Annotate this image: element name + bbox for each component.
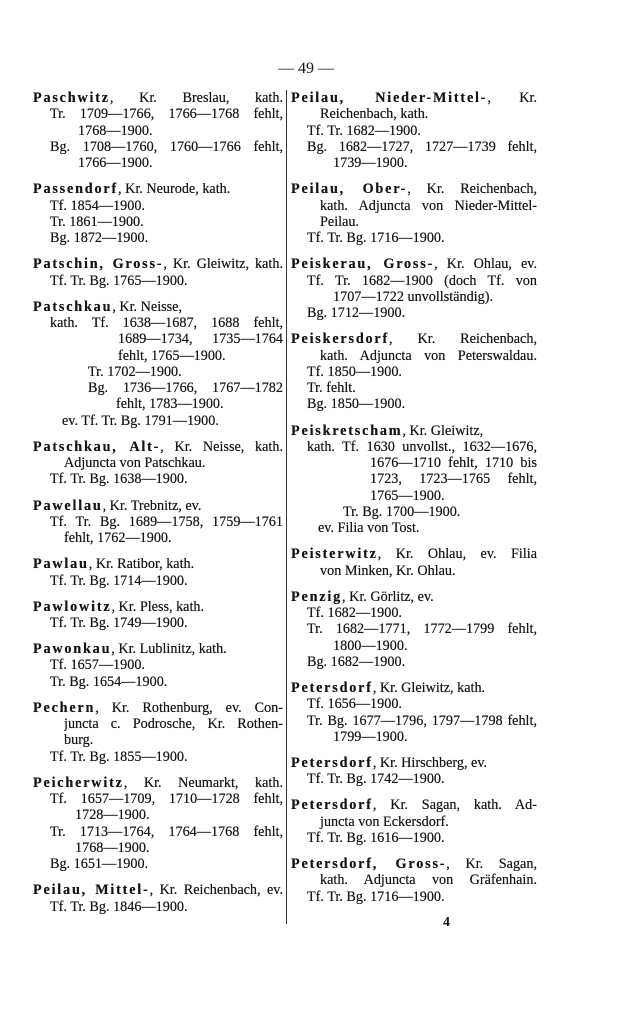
entry-line: Tf. Tr. Bg. 1616—1900. [307,830,445,847]
entry-heading [291,797,537,813]
register-entry [291,90,537,171]
entry-line: Tf. Tr. Bg. 1742—1900. [307,771,445,788]
place-details: , Kr. Reichenbach, [407,181,537,198]
entry-heading [33,700,283,716]
entry-line: Peilau. [320,213,360,230]
place-name: Peilau, Mittel- [33,882,150,899]
register-entry [33,556,283,589]
entry-line: Tr. 1861—1900. [50,213,144,230]
entry-line: Tf. Tr. Bg. 1846—1900. [50,898,188,915]
place-name: Patschkau [33,298,113,315]
entry-line: Tf. 1657—1709, 1710—1728 fehlt, [50,790,283,807]
entry-line: kath. Adjuncta von Gräfenhain. [320,872,537,889]
entry-line: Tr. fehlt. [307,380,356,397]
entry-heading [33,641,283,657]
place-name: Pawellau [33,497,103,514]
place-name: Petersdorf, Gross- [291,856,447,873]
entry-heading [33,599,283,615]
place-name: Patschin, Gross- [33,256,164,273]
register-entry [291,856,537,905]
left-column [33,90,283,925]
entry-line: fehlt, 1783—1900. [116,396,224,413]
register-entry [33,256,283,289]
place-details: , Kr. Breslau, kath. [109,90,283,106]
entry-line: Tf. Tr. Bg. 1765—1900. [50,272,188,289]
place-details: , Kr. Ohlau, ev. [434,256,537,273]
entry-heading [33,556,283,572]
entry-line: Tf. 1656—1900. [307,696,402,713]
entry-line: Tf. Tr. Bg. 1638—1900. [50,471,188,488]
place-details: , Kr. Gleiwitz, kath. [163,256,283,273]
entry-line: 1768—1900. [75,839,150,856]
entry-line: Tr. Bg. 1677—1796, 1797—1798 fehlt, [307,712,537,729]
entry-heading [33,498,283,514]
entry-line: kath. Adjuncta von Peterswaldau. [320,347,537,364]
register-entry [33,299,283,429]
entry-line: kath. Tf. 1638—1687, 1688 fehlt, [50,314,283,331]
register-entry [33,90,283,171]
register-entry [291,331,537,412]
entry-line: Tf. Tr. Bg. 1716—1900. [307,230,445,247]
entry-line: Bg. 1712—1900. [307,305,406,322]
place-name: Penzig [291,588,342,605]
register-entry [291,680,537,745]
entry-line: Tf. Tr. Bg. 1855—1900. [50,748,188,765]
entry-line: Tr. Bg. 1654—1900. [50,673,168,690]
entry-line: fehlt, 1765—1900. [118,347,226,364]
entry-line: Tf. Tr. Bg. 1689—1758, 1759—1761 [50,513,283,530]
entry-line: 1723, 1723—1765 fehlt, [370,471,537,488]
entry-line: Bg. 1872—1900. [50,230,149,247]
place-details: , Kr. Reichenbach, ev. [149,882,283,899]
page-number: — 49 — [278,60,334,77]
right-column [291,90,537,915]
entry-line: Tr. 1682—1771, 1772—1799 fehlt, [307,621,537,638]
register-entry [291,256,537,321]
place-name: Peisterwitz [291,546,378,563]
entry-line: juncta von Eckersdorf. [320,813,449,830]
place-name: Pawonkau [33,640,112,657]
entry-line: Tf. Tr. Bg. 1749—1900. [50,614,188,631]
entry-line: 1728—1900. [75,807,150,824]
place-details: , Kr. Gleiwitz, [402,422,484,439]
entry-line: ev. Filia von Tost. [318,520,420,537]
register-entry [291,589,537,670]
place-name: Passendorf [33,181,118,198]
entry-line: Tf. 1682—1900. [307,605,402,622]
entry-heading [291,331,537,347]
entry-line: kath. Adjuncta von Nieder-Mittel- [320,197,537,214]
register-entry [291,755,537,788]
place-details: , Kr. [487,90,537,106]
register-entry [33,439,283,488]
place-name: Peiskretscham [291,422,403,439]
entry-line: 1676—1710 fehlt, 1710 bis [370,455,537,472]
place-details: , Kr. Rothenburg, ev. Con- [95,699,283,716]
entry-line: burg. [64,732,94,749]
entry-line: Tr. 1713—1764, 1764—1768 fehlt, [50,823,283,840]
place-name: Patschkau, Alt- [33,438,161,455]
place-name: Petersdorf [291,797,373,814]
entry-heading [291,90,537,106]
place-details: , Kr. Ratibor, kath. [88,556,195,573]
entry-heading [291,755,537,771]
entry-line: Tr. Bg. 1700—1900. [343,504,461,521]
entry-line: 1768—1900. [78,122,153,139]
entry-line: Tf. 1850—1900. [307,363,402,380]
register-entry [33,775,283,873]
place-details: , Kr. Ohlau, ev. Filia [377,546,537,563]
entry-line: 1765—1900. [370,487,445,504]
entry-line: Tf. Tr. 1682—1900. [307,122,421,139]
entry-line: 1799—1900. [333,728,408,745]
place-name: Paschwitz [33,90,110,106]
entry-line: 1766—1900. [78,155,153,172]
entry-line: Bg. 1850—1900. [307,396,406,413]
register-entry [33,599,283,632]
entry-line: Tf. Tr. 1682—1900 (doch Tf. von [307,272,537,289]
register-entry [291,797,537,846]
entry-heading [291,423,537,439]
entry-line: Tf. Tr. Bg. 1716—1900. [307,888,445,905]
entry-line: Tr. 1709—1766, 1766—1768 fehlt, [50,106,283,123]
entry-line: fehlt, 1762—1900. [64,530,172,547]
entry-heading [291,589,537,605]
register-entry [33,181,283,246]
place-details: , Kr. Sagan, kath. Ad- [372,797,537,814]
place-details: , Kr. Reichenbach, [389,331,537,348]
place-details: , Kr. Neisse, [112,298,183,315]
entry-heading [33,439,283,455]
place-name: Peicherwitz [33,774,124,791]
entry-line: Tr. 1702—1900. [88,363,182,380]
register-entry [291,181,537,246]
entry-line: Bg. 1651—1900. [50,856,149,873]
place-details: , Kr. Neisse, kath. [160,438,283,455]
register-entry [33,498,283,547]
entry-heading [33,181,283,197]
entry-line: Bg. 1736—1766, 1767—1782 [88,380,283,397]
entry-line: Bg. 1708—1760, 1760—1766 fehlt, [50,138,283,155]
place-details: , Kr. Gleiwitz, kath. [372,680,486,697]
place-name: Peilau, Ober- [291,181,408,198]
place-details: , Kr. Lublinitz, kath. [111,640,227,657]
place-details: , Kr. Neumarkt, kath. [123,774,283,791]
place-name: Peilau, Nieder-Mittel- [291,90,488,106]
place-details: , Kr. Trebnitz, ev. [102,497,202,514]
place-name: Peiskerau, Gross- [291,256,435,273]
signature-mark: 4 [443,915,450,930]
entry-line: juncta c. Podrosche, Kr. Rothen- [64,715,283,732]
place-name: Petersdorf [291,755,373,772]
register-entry [33,700,283,765]
entry-heading [33,90,283,106]
entry-line: 1800—1900. [333,637,408,654]
place-name: Pechern [33,699,96,716]
place-name: Petersdorf [291,680,373,697]
entry-heading [33,256,283,272]
entry-line: Tf. 1657—1900. [50,657,145,674]
entry-heading [291,856,537,872]
entry-line: 1689—1734, 1735—1764 [118,331,283,348]
entry-line: 1707—1722 unvollständig). [333,288,493,305]
entry-line: ev. Tf. Tr. Bg. 1791—1900. [62,412,219,429]
entry-heading [291,256,537,272]
register-entry [291,546,537,579]
entry-heading [33,299,283,315]
entry-line: Tf. 1854—1900. [50,197,145,214]
place-name: Pawlau [33,556,89,573]
entry-heading [291,181,537,197]
place-details: , Kr. Hirschberg, ev. [372,755,488,772]
entry-line: Bg. 1682—1900. [307,653,406,670]
place-name: Peiskersdorf [291,331,390,348]
register-entry [33,641,283,690]
entry-line: Tf. Tr. Bg. 1714—1900. [50,572,188,589]
entry-heading [291,680,537,696]
entry-line: Bg. 1682—1727, 1727—1739 fehlt, [307,138,537,155]
entry-line: Adjuncta von Patschkau. [64,455,206,472]
place-name: Pawlowitz [33,598,112,615]
place-details: , Kr. Sagan, [446,856,537,873]
entry-heading [33,775,283,791]
entry-line: 1739—1900. [333,155,408,172]
entry-heading [291,546,537,562]
place-details: , Kr. Görlitz, ev. [342,588,434,605]
column-divider [286,90,287,924]
entry-line: von Minken, Kr. Ohlau. [320,562,456,579]
entry-heading [33,882,283,898]
entry-line: Reichenbach, kath. [320,106,429,123]
place-details: , Kr. Neurode, kath. [118,181,231,198]
place-details: , Kr. Pless, kath. [111,598,205,615]
register-entry [33,882,283,915]
register-entry [291,423,537,537]
entry-line: kath. Tf. 1630 unvollst., 1632—1676, [307,438,537,455]
